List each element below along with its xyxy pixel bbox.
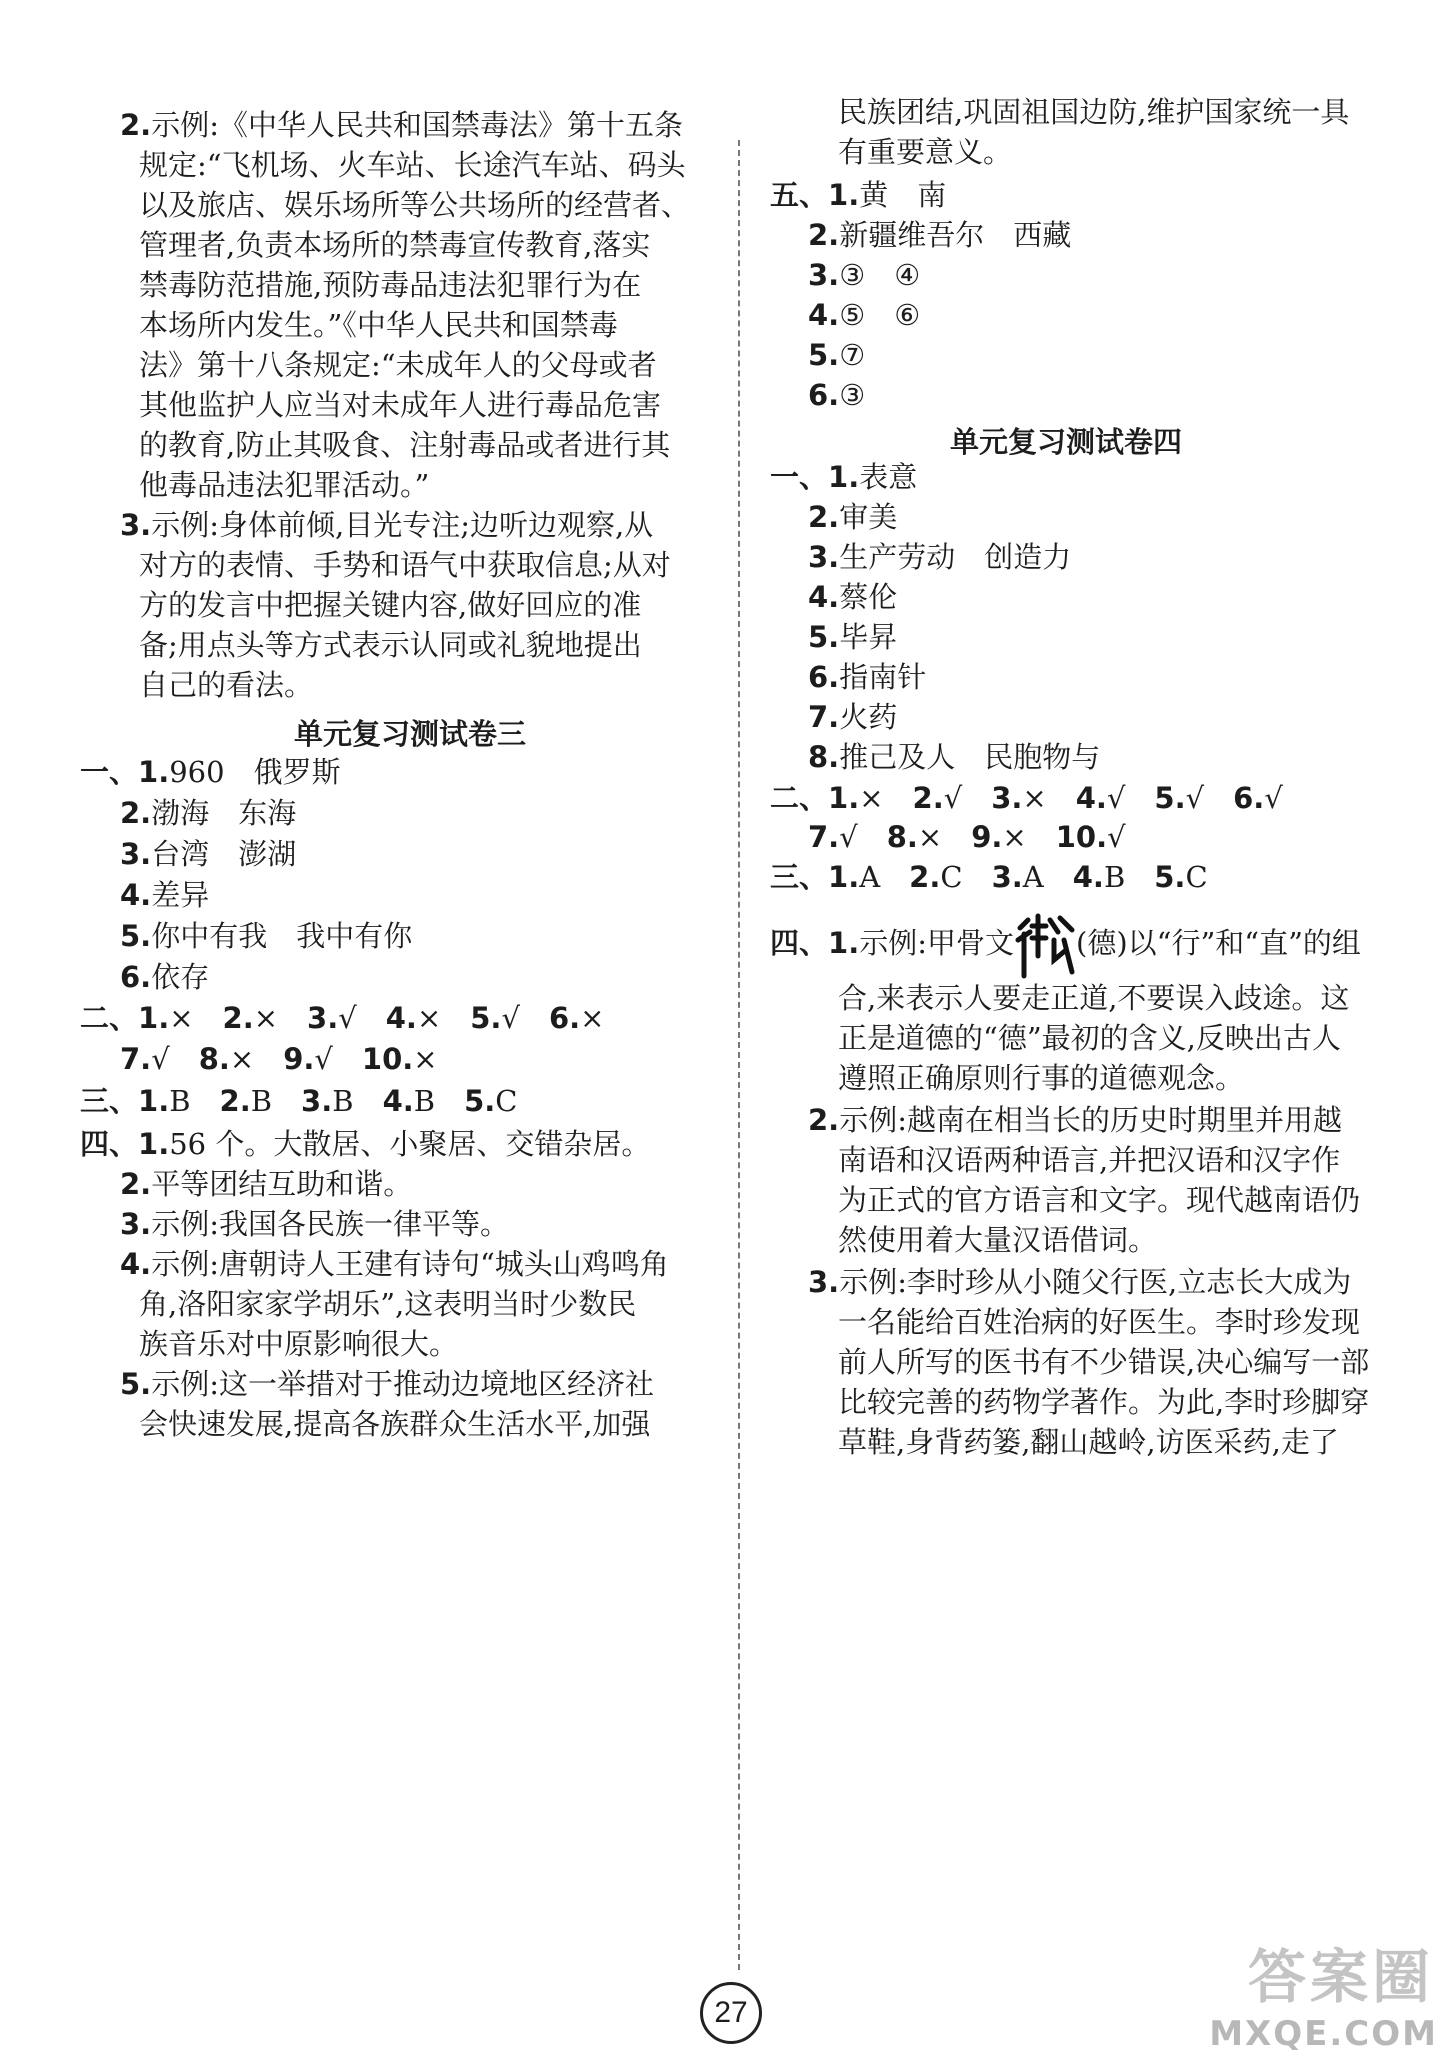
answer-line: 4.⑤ ⑥ [808,298,921,332]
text-line: 角,洛阳家家学胡乐”,这表明当时少数民 [139,1287,637,1321]
answer-line: 2.示例:《中华人民共和国禁毒法》第十五条 [120,108,683,142]
watermark-url-text: MXQE.COM [1209,2014,1438,2054]
text-line: 自己的看法。 [139,668,314,702]
answer-line: 3.生产劳动 创造力 [808,540,1072,574]
answer-line: 4.示例:唐朝诗人王建有诗句“城头山鸡鸣角 [120,1247,669,1281]
answer-line: 5.你中有我 我中有你 [120,919,413,953]
text-line: 比较完善的药物学著作。为此,李时珍脚穿 [838,1385,1370,1419]
answer-line: 4.差异 [120,878,210,912]
text-line: 本场所内发生。”《中华人民共和国禁毒 [139,308,618,342]
text-line: 他毒品违法犯罪活动。” [139,468,430,502]
text-line: 族音乐对中原影响很大。 [139,1327,459,1361]
text-line: 民族团结,巩固祖国边防,维护国家统一具 [838,95,1350,129]
text-line: 合,来表示人要走正道,不要误入歧途。这 [838,981,1350,1015]
answer-line: 五、1.黄 南 [770,178,947,212]
answer-line: 2.审美 [808,500,898,534]
answer-line: 三、1.B 2.B 3.B 4.B 5.C [80,1084,518,1118]
answer-line: 3.示例:我国各民族一律平等。 [120,1207,509,1241]
answer-line: 2.渤海 东海 [120,796,297,830]
text-line: 遵照正确原则行事的道德观念。 [838,1061,1245,1095]
section-title-3: 单元复习测试卷三 [294,717,527,751]
answer-line: 5.毕昇 [808,620,898,654]
answer-line: 2.示例:越南在相当长的历史时期里并用越 [808,1103,1342,1137]
column-divider [738,140,740,1970]
text-line: 其他监护人应当对未成年人进行毒品危害 [139,388,662,422]
answer-line: 三、1.A 2.C 3.A 4.B 5.C [770,860,1208,894]
answer-line: 5.⑦ [808,338,866,372]
text-line: 的教育,防止其吸食、注射毒品或者进行其 [139,428,671,462]
text-line: 然使用着大量汉语借词。 [838,1223,1158,1257]
answer-line: 2.新疆维吾尔 西藏 [808,218,1072,252]
answer-line: 7.火药 [808,700,898,734]
section-title-4: 单元复习测试卷四 [950,425,1183,459]
answer-line: 4.蔡伦 [808,580,898,614]
answer-line: 3.台湾 澎湖 [120,837,297,871]
text-line: 规定:“飞机场、火车站、长途汽车站、码头 [139,148,686,182]
answer-line: 7.√ 8.× 9.√ 10.× [120,1042,438,1076]
watermark-logo [1208,1938,1448,2058]
text-line: 为正式的官方语言和文字。现代越南语仍 [838,1183,1361,1217]
text-line: 以及旅店、娱乐场所等公共场所的经营者、 [139,188,691,222]
page-number: 27 [700,1982,762,2044]
text-line: 管理者,负责本场所的禁毒宣传教育,落实 [139,228,651,262]
answer-line: 6.依存 [120,960,210,994]
answer-line: 6.指南针 [808,660,927,694]
text-line: 对方的表情、手势和语气中获取信息;从对 [139,548,671,582]
text-line: 南语和汉语两种语言,并把汉语和汉字作 [838,1143,1341,1177]
answer-line: 3.示例:身体前倾,目光专注;边听边观察,从 [120,508,654,542]
text-line: 禁毒防范措施,预防毒品违法犯罪行为在 [139,268,642,302]
answer-line: 一、1.表意 [770,460,918,494]
watermark-logo-text: 答案圈 [1247,1943,1434,2011]
answer-line: 5.示例:这一举措对于推动边境地区经济社 [120,1367,654,1401]
answer-line: 6.③ [808,378,866,412]
answer-line: 7.√ 8.× 9.× 10.√ [808,820,1126,854]
text-line: 前人所写的医书有不少错误,决心编写一部 [838,1345,1370,1379]
text-line: 正是道德的“德”最初的含义,反映出古人 [838,1021,1341,1055]
answer-line: 二、1.× 2.√ 3.× 4.√ 5.√ 6.√ [770,781,1283,815]
answer-line: 一、1.960 俄罗斯 [80,755,341,789]
answer-line: 3.示例:李时珍从小随父行医,立志长大成为 [808,1265,1352,1299]
text-line: 会快速发展,提高各族群众生活水平,加强 [139,1407,651,1441]
answer-line: 3.③ ④ [808,258,921,292]
text-line: 备;用点头等方式表示认同或礼貌地提出 [139,628,642,662]
text-line: 有重要意义。 [838,135,1013,169]
answer-line: 2.平等团结互助和谐。 [120,1167,413,1201]
answer-line: 二、1.× 2.× 3.√ 4.× 5.√ 6.× [80,1001,605,1035]
oracle-bone-de-glyph-image [1014,910,1076,980]
answer-line: 四、1.示例:甲骨文 (德)以“行”和“直”的组 [770,908,1361,978]
answer-line: 四、1.56 个。大散居、小聚居、交错杂居。 [80,1127,651,1161]
text-line: 法》第十八条规定:“未成年人的父母或者 [139,348,657,382]
text-line: 草鞋,身背药篓,翻山越岭,访医采药,走了 [838,1425,1339,1459]
text-line: 一名能给百姓治病的好医生。李时珍发现 [838,1305,1361,1339]
answer-line: 8.推己及人 民胞物与 [808,740,1101,774]
text-line: 方的发言中把握关键内容,做好回应的准 [139,588,642,622]
